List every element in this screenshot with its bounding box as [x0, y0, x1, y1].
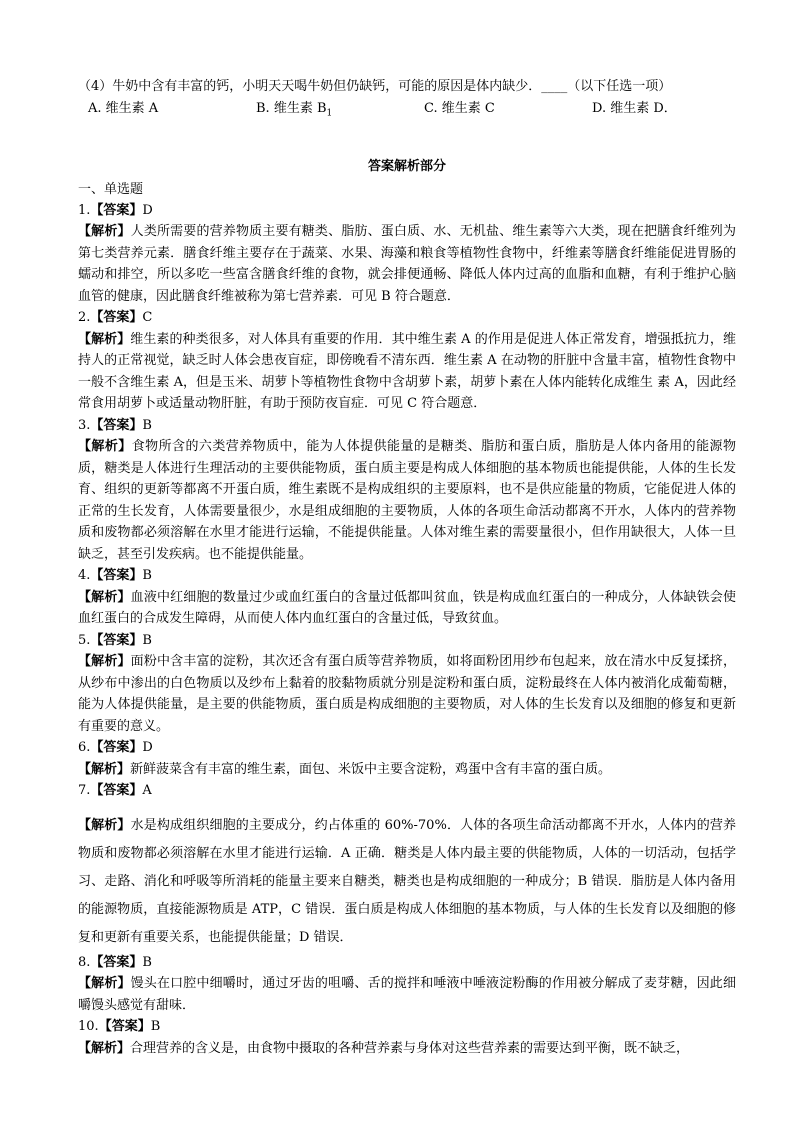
answer-line	[78, 200, 736, 222]
answer-value: B	[150, 1019, 161, 1035]
answer-value: B	[142, 417, 152, 433]
answer-tag: 【答案】	[90, 954, 143, 970]
explanation-text: 维生素的种类很多，对人体具有重要的作用．其中维生素 A 的作用是促进人体正常发育，增强抵抗力，维持人的正常视觉，缺乏时人体会患夜盲症，即傍晚看不清东西．维生素 A 在动物的肝脏中含量丰富，植物性食物中一般不含维生素 A，但是玉米、胡萝卜等植物性食物中含胡萝卜素，胡萝卜素在人体内能转化成维生 素 A，因此经常食用胡萝卜或适量动物肝脏，有助于预防夜盲症．可见 C 符合题意．	[78, 331, 736, 412]
explanation	[78, 221, 736, 307]
explanation	[78, 812, 736, 952]
explanation-tag: 【解析】	[78, 331, 131, 347]
explanation-tag: 【解析】	[78, 439, 132, 455]
explanation-tag: 【解析】	[78, 761, 131, 777]
question-4-options	[88, 98, 736, 125]
answer-number: 4.	[78, 568, 91, 584]
answer-value: D	[142, 202, 153, 218]
answer-number: 3.	[78, 417, 91, 433]
explanation-tag: 【解析】	[78, 224, 131, 240]
answer-value: D	[142, 740, 153, 756]
answer-tag: 【答案】	[90, 202, 143, 218]
answer-line	[78, 630, 736, 652]
section-heading: 一、单选题	[78, 181, 144, 197]
question-4-stem: （4）牛奶中含有丰富的钙，小明天天喝牛奶但仍缺钙，可能的原因是体内缺少．____（以下任选一项）	[78, 79, 672, 94]
explanation	[78, 651, 736, 737]
answer-tag: 【答案】	[90, 417, 143, 433]
explanation-text: 食物所含的六类营养物质中，能为人体提供能量的是糖类、脂肪和蛋白质，脂肪是人体内备用的能源物质，糖类是人体进行生理活动的主要供能物质，蛋白质主要是构成人体细胞的基本物质也能提供能，人体的生长发育、组织的更新等都离不开蛋白质，维生素既不是构成组织的主要原料，也不是供应能量的物质，它能促进人体的正常的生长发育，人体需要量很少，水是组成细胞的主要物质，人体的各项生命活动都离不开水，人体内的营养物质和废物都必须溶解在水里才能进行运输，不能提供能量。人体对维生素的需要量很小，但作用缺很大，人体一旦缺乏，甚至引发疾病。也不能提供能量。	[78, 439, 736, 562]
explanation-tag: 【解析】	[78, 589, 131, 605]
explanation-text: 水是构成组织细胞的主要成分，约占体重的 60%-70%．人体的各项生命活动都离不开水，人体内的营养物质和废物都必须溶解在水里才能进行运输．A 正确．糖类是人体内最主要的供能物质，人体的一切活动，包括学习、走路、消化和呼吸等所消耗的能量主要来自糖类，糖类也是构成细胞的一种成分；B 错误．脂肪是人体内备用的能源物质，直接能源物质是 ATP，C 错误．蛋白质是构成人体细胞的基本物质，与人体的生长发育以及细胞的修复和更新有重要关系，也能提供能量；D 错误．	[78, 817, 736, 945]
explanation	[78, 759, 736, 781]
explanation-text: 人类所需要的营养物质主要有糖类、脂肪、蛋白质、水、无机盐、维生素等六大类，现在把膳食纤维列为第七类营养元素．膳食纤维主要存在于蔬菜、水果、海藻和粮食等植物性食物中，纤维素等膳食纤维能促进胃肠的蠕动和排空，所以多吃一些富含膳食纤维的食物，就会排便通畅、降低人体内过高的血脂和血糖，有利于维护心脑血管的健康，因此膳食纤维被称为第七营养素．可见 B 符合题意．	[78, 224, 736, 304]
explanation-tag: 【解析】	[78, 654, 131, 670]
answer-line	[78, 415, 736, 437]
answer-line	[78, 565, 736, 587]
answer-number: 5.	[78, 632, 91, 648]
answer-line	[78, 737, 736, 759]
answer-number: 10.	[78, 1019, 99, 1035]
explanation-text: 合理营养的含义是，由食物中摄取的各种营养素与身体对这些营养素的需要达到平衡，既不缺乏，	[130, 1040, 690, 1056]
explanation-text: 血液中红细胞的数量过少或血红蛋白的含量过低都叫贫血，铁是构成血红蛋白的一种成分，人体缺铁会使血红蛋白的合成发生障碍，从而使人体内血红蛋白的含量过低，导致贫血。	[78, 589, 736, 627]
answer-value: B	[142, 568, 152, 584]
answer-number: 8.	[78, 954, 91, 970]
explanation	[78, 329, 736, 415]
answer-line	[78, 952, 736, 974]
answer-number: 7.	[78, 783, 91, 799]
explanation	[78, 436, 736, 565]
answer-tag: 【答案】	[98, 1019, 151, 1035]
explanation-tag: 【解析】	[78, 1040, 131, 1056]
answer-tag: 【答案】	[90, 632, 143, 648]
explanation	[78, 973, 736, 1016]
answer-value: C	[142, 310, 153, 326]
option-b-subscript: 1	[326, 108, 333, 119]
answer-value: A	[142, 783, 152, 799]
explanation	[78, 587, 736, 630]
answer-number: 1.	[78, 202, 91, 218]
explanation-text: 新鲜菠菜含有丰富的维生素，面包、米饭中主要含淀粉，鸡蛋中含有丰富的蛋白质。	[130, 761, 612, 777]
answer-value: B	[142, 632, 152, 648]
explanation	[78, 1038, 736, 1060]
option-c: C. 维生素 C	[424, 101, 495, 116]
answer-tag: 【答案】	[90, 740, 143, 756]
option-b	[256, 98, 424, 125]
section-title: 答案解析部分	[367, 158, 446, 174]
answer-tag: 【答案】	[90, 783, 143, 799]
explanation-text: 面粉中含丰富的淀粉，其次还含有蛋白质等营养物质，如将面粉团用纱布包起来，放在清水中反复揉挤，从纱布中渗出的白色物质以及纱布上黏着的胶黏物质就分别是淀粉和蛋白质，淀粉最终在人体内被消化成葡萄糖，能为人体提供能量，是主要的供能物质，蛋白质是构成细胞的主要物质，对人体的生长发育以及细胞的修复和更新有重要的意义。	[78, 654, 736, 734]
explanation-tag: 【解析】	[78, 976, 131, 992]
option-b-text: B. 维生素 B	[256, 101, 327, 116]
answer-number: 2.	[78, 310, 91, 326]
answer-line	[78, 780, 736, 802]
option-a: A. 维生素 A	[88, 101, 159, 116]
answer-number: 6.	[78, 740, 91, 756]
explanation-tag: 【解析】	[78, 817, 131, 833]
answer-line	[78, 1016, 736, 1038]
answer-tag: 【答案】	[90, 568, 143, 584]
option-d: D. 维生素 D．	[592, 101, 677, 116]
answer-line	[78, 307, 736, 329]
answer-value: B	[142, 954, 152, 970]
answer-tag: 【答案】	[90, 310, 143, 326]
explanation-text: 馒头在口腔中细嚼时，通过牙齿的咀嚼、舌的搅拌和唾液中唾液淀粉酶的作用被分解成了麦芽糖，因此细嚼馒头感觉有甜味．	[78, 976, 736, 1013]
